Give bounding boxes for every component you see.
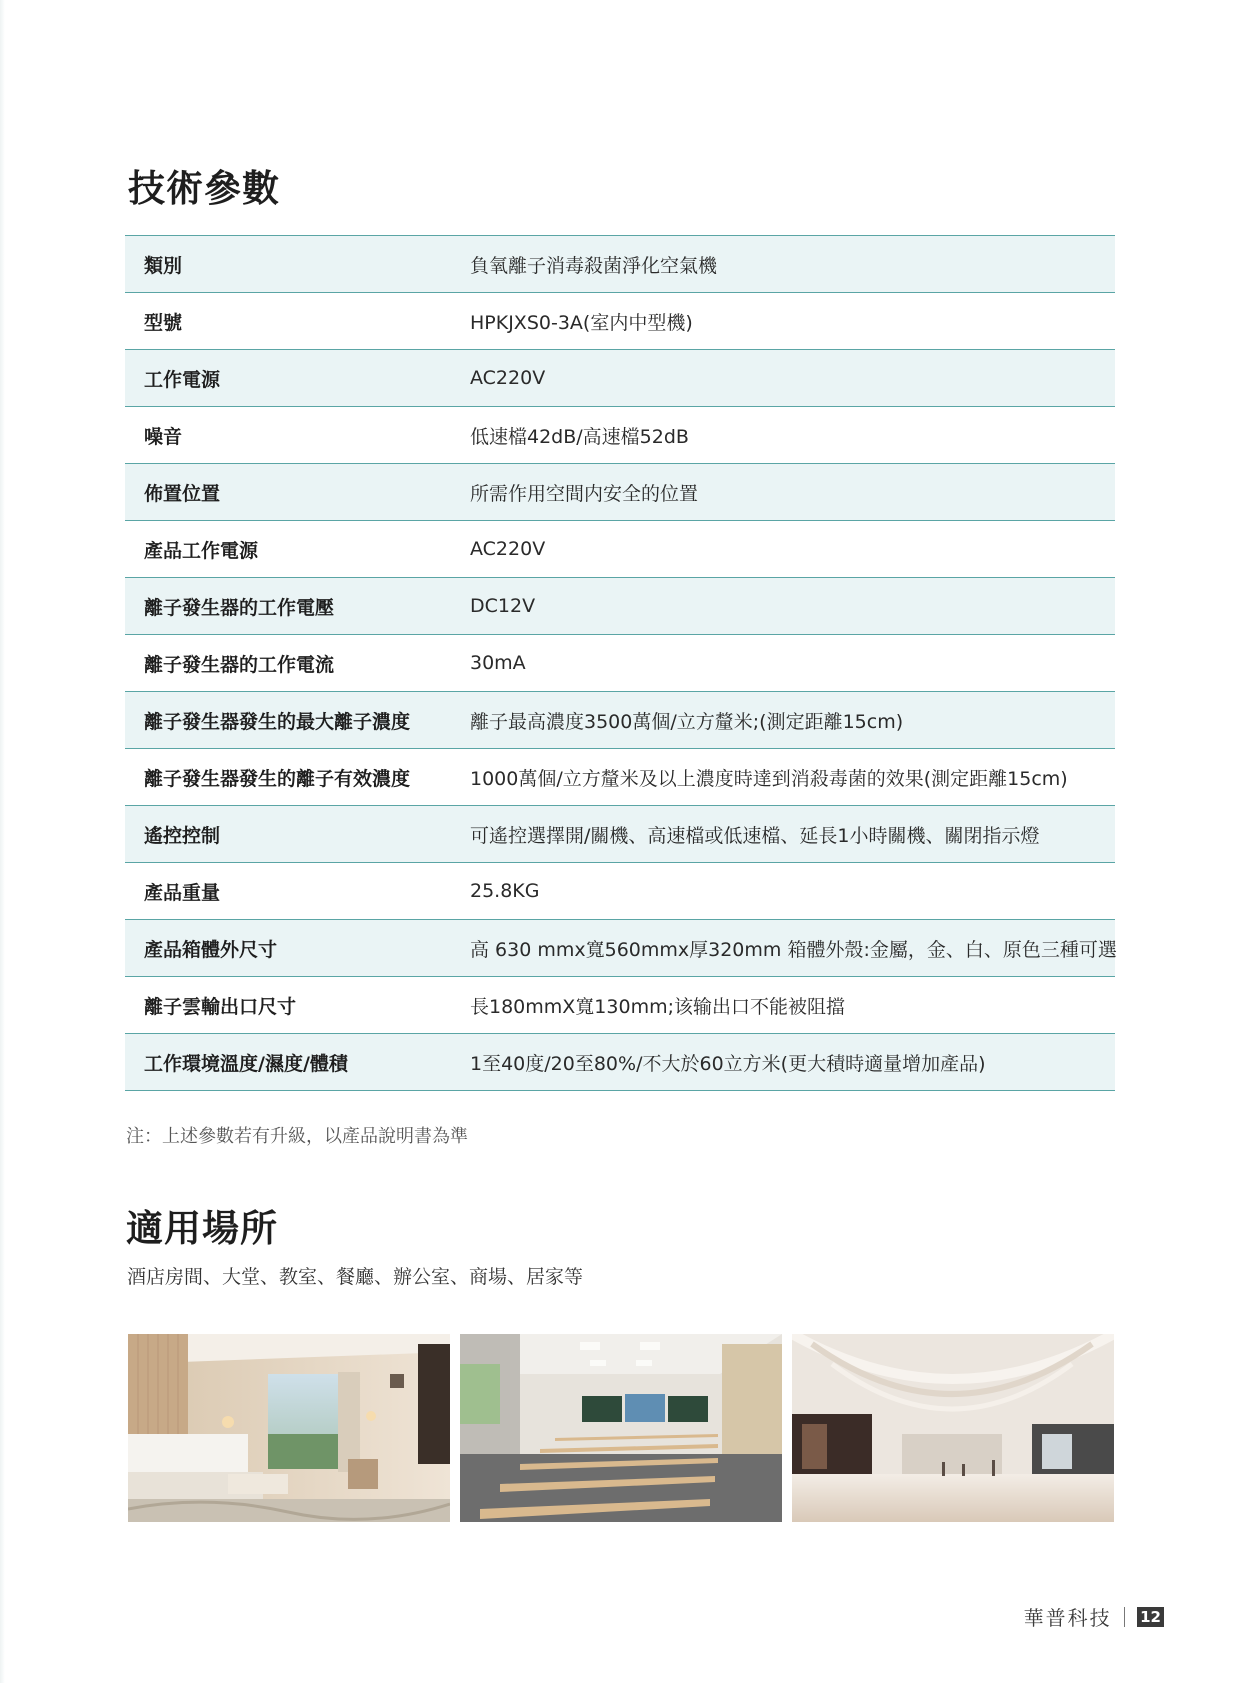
spec-table — [125, 235, 1115, 1091]
spec-row — [125, 920, 1115, 977]
footer-divider — [1124, 1607, 1126, 1627]
spec-value: 長180mmX寬130mm;该输出口不能被阻擋 — [470, 995, 845, 1018]
venues-title: 適用場所 — [126, 1207, 278, 1250]
spec-label: 噪音 — [144, 425, 183, 448]
spec-row — [125, 977, 1115, 1034]
spec-value: HPKJXS0-3A(室内中型機) — [470, 311, 693, 334]
spec-label: 產品箱體外尺寸 — [144, 938, 278, 961]
hotel-room-photo — [128, 1334, 450, 1522]
spec-row — [125, 407, 1115, 464]
spec-value: 1至40度/20至80%/不大於60立方米(更大積時適量增加產品) — [470, 1052, 986, 1075]
spec-row — [125, 350, 1115, 407]
spec-label: 離子發生器發生的離子有效濃度 — [144, 767, 411, 790]
spec-value: 高 630 mmx寬560mmx厚320mm 箱體外殼:金屬，金、白、原色三種可選 — [470, 938, 1117, 961]
spec-label: 佈置位置 — [144, 482, 221, 505]
spec-value: AC220V — [470, 367, 546, 389]
shopping-mall-photo — [792, 1334, 1114, 1522]
spec-label: 離子發生器的工作電壓 — [144, 596, 335, 619]
venues-text: 酒店房間、大堂、教室、餐廳、辦公室、商場、居家等 — [127, 1266, 584, 1288]
page-edge-shade — [0, 0, 5, 1683]
spec-label: 離子發生器的工作電流 — [144, 653, 335, 676]
page-title: 技術參數 — [128, 167, 280, 210]
spec-value: 30mA — [470, 652, 526, 674]
spec-label: 離子雲輸出口尺寸 — [144, 995, 297, 1018]
spec-label: 產品重量 — [144, 881, 221, 904]
spec-value: 低速檔42dB/高速檔52dB — [470, 425, 689, 448]
spec-label: 工作電源 — [144, 368, 221, 391]
spec-row — [125, 521, 1115, 578]
classroom-photo — [460, 1334, 782, 1522]
spec-row — [125, 464, 1115, 521]
spec-note: 注：上述參數若有升級，以產品說明書為準 — [126, 1126, 468, 1147]
spec-row — [125, 293, 1115, 350]
spec-label: 產品工作電源 — [144, 539, 259, 562]
spec-value: 25.8KG — [470, 880, 540, 902]
spec-row — [125, 749, 1115, 806]
spec-label: 離子發生器發生的最大離子濃度 — [144, 710, 411, 733]
spec-label: 工作環境溫度/濕度/體積 — [144, 1052, 348, 1075]
spec-row — [125, 692, 1115, 749]
spec-value: AC220V — [470, 538, 546, 560]
spec-value: 1000萬個/立方釐米及以上濃度時達到消殺毒菌的效果(測定距離15cm) — [470, 767, 1068, 790]
page-footer — [1024, 1602, 1164, 1631]
footer-brand: 華普科技 — [1023, 1606, 1112, 1630]
spec-value: 可遙控選擇開/關機、高速檔或低速檔、延長1小時關機、關閉指示燈 — [470, 824, 1040, 847]
spec-row — [125, 635, 1115, 692]
spec-row — [125, 236, 1115, 293]
spec-row — [125, 806, 1115, 863]
spec-value: 所需作用空間内安全的位置 — [470, 482, 699, 505]
spec-label: 型號 — [144, 311, 183, 334]
spec-value: 離子最高濃度3500萬個/立方釐米;(測定距離15cm) — [470, 710, 904, 733]
spec-row — [125, 863, 1115, 920]
spec-value: 負氧離子消毒殺菌淨化空氣機 — [470, 254, 718, 277]
page-number: 12 — [1137, 1607, 1164, 1627]
spec-label: 遙控控制 — [144, 824, 221, 847]
spec-row — [125, 1034, 1115, 1091]
spec-value: DC12V — [470, 595, 536, 617]
spec-label: 類別 — [144, 254, 183, 277]
spec-row — [125, 578, 1115, 635]
